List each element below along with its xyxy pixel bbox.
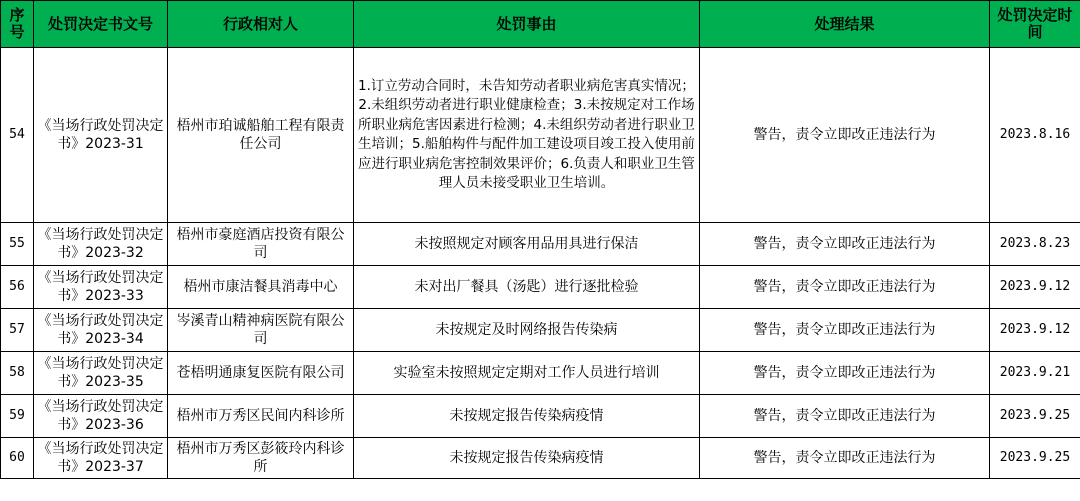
cell-party[interactable]: 苍梧明通康复医院有限公司	[168, 352, 354, 395]
table-row	[1, 48, 1080, 223]
cell-reason[interactable]: 未对出厂餐具（汤匙）进行逐批检验	[354, 266, 700, 309]
cell-party[interactable]: 梧州市万秀区彭筱玲内科诊所	[168, 438, 354, 479]
table-row	[1, 223, 1080, 266]
cell-seq[interactable]: 57	[1, 309, 34, 352]
cell-date[interactable]: 2023.9.25	[990, 395, 1080, 438]
header-date[interactable]: 处罚决定时间	[990, 1, 1080, 48]
cell-seq[interactable]: 55	[1, 223, 34, 266]
cell-doc-no[interactable]: 《当场行政处罚决定书》2023-31	[34, 48, 168, 223]
header-result[interactable]: 处理结果	[700, 1, 990, 48]
cell-doc-no[interactable]: 《当场行政处罚决定书》2023-35	[34, 352, 168, 395]
table-row	[1, 309, 1080, 352]
cell-date[interactable]: 2023.9.12	[990, 309, 1080, 352]
cell-date[interactable]: 2023.9.21	[990, 352, 1080, 395]
cell-date[interactable]: 2023.9.12	[990, 266, 1080, 309]
cell-result[interactable]: 警告，责令立即改正违法行为	[700, 48, 990, 223]
cell-reason[interactable]: 未按规定报告传染病疫情	[354, 438, 700, 479]
cell-party[interactable]: 梧州市万秀区民间内科诊所	[168, 395, 354, 438]
header-doc-no[interactable]: 处罚决定书文号	[34, 1, 168, 48]
header-row	[1, 1, 1080, 48]
cell-seq[interactable]: 60	[1, 438, 34, 479]
cell-doc-no[interactable]: 《当场行政处罚决定书》2023-37	[34, 438, 168, 479]
table-row	[1, 352, 1080, 395]
cell-reason[interactable]: 未按照规定对顾客用品用具进行保洁	[354, 223, 700, 266]
cell-doc-no[interactable]: 《当场行政处罚决定书》2023-36	[34, 395, 168, 438]
cell-party[interactable]: 梧州市珀诚船舶工程有限责任公司	[168, 48, 354, 223]
cell-result[interactable]: 警告，责令立即改正违法行为	[700, 309, 990, 352]
cell-seq[interactable]: 58	[1, 352, 34, 395]
cell-party[interactable]: 梧州市豪庭酒店投资有限公司	[168, 223, 354, 266]
table-row	[1, 395, 1080, 438]
cell-result[interactable]: 警告，责令立即改正违法行为	[700, 223, 990, 266]
cell-result[interactable]: 警告，责令立即改正违法行为	[700, 352, 990, 395]
cell-doc-no[interactable]: 《当场行政处罚决定书》2023-33	[34, 266, 168, 309]
table-row	[1, 438, 1080, 479]
cell-party[interactable]: 梧州市康洁餐具消毒中心	[168, 266, 354, 309]
cell-reason[interactable]: 1.订立劳动合同时，未告知劳动者职业病危害真实情况；2.未组织劳动者进行职业健康检查；3.未按规定对工作场所职业病危害因素进行检测；4.未组织劳动者进行职业卫生培训；5.船舶构件与配件加工建设项目竣工投入使用前应进行职业病危害控制效果评价；6.负责人和职业卫生管理人员未接受职业卫生培训。	[354, 48, 700, 223]
cell-party[interactable]: 岑溪青山精神病医院有限公司	[168, 309, 354, 352]
cell-date[interactable]: 2023.8.23	[990, 223, 1080, 266]
cell-reason[interactable]: 未按规定报告传染病疫情	[354, 395, 700, 438]
cell-seq[interactable]: 54	[1, 48, 34, 223]
cell-seq[interactable]: 59	[1, 395, 34, 438]
table-row	[1, 266, 1080, 309]
cell-doc-no[interactable]: 《当场行政处罚决定书》2023-32	[34, 223, 168, 266]
header-seq[interactable]: 序号	[1, 1, 34, 48]
cell-result[interactable]: 警告，责令立即改正违法行为	[700, 438, 990, 479]
header-reason[interactable]: 处罚事由	[354, 1, 700, 48]
cell-result[interactable]: 警告，责令立即改正违法行为	[700, 395, 990, 438]
cell-seq[interactable]: 56	[1, 266, 34, 309]
cell-date[interactable]: 2023.9.25	[990, 438, 1080, 479]
cell-reason[interactable]: 未按规定及时网络报告传染病	[354, 309, 700, 352]
cell-date[interactable]: 2023.8.16	[990, 48, 1080, 223]
cell-result[interactable]: 警告，责令立即改正违法行为	[700, 266, 990, 309]
cell-doc-no[interactable]: 《当场行政处罚决定书》2023-34	[34, 309, 168, 352]
header-party[interactable]: 行政相对人	[168, 1, 354, 48]
cell-reason[interactable]: 实验室未按照规定定期对工作人员进行培训	[354, 352, 700, 395]
